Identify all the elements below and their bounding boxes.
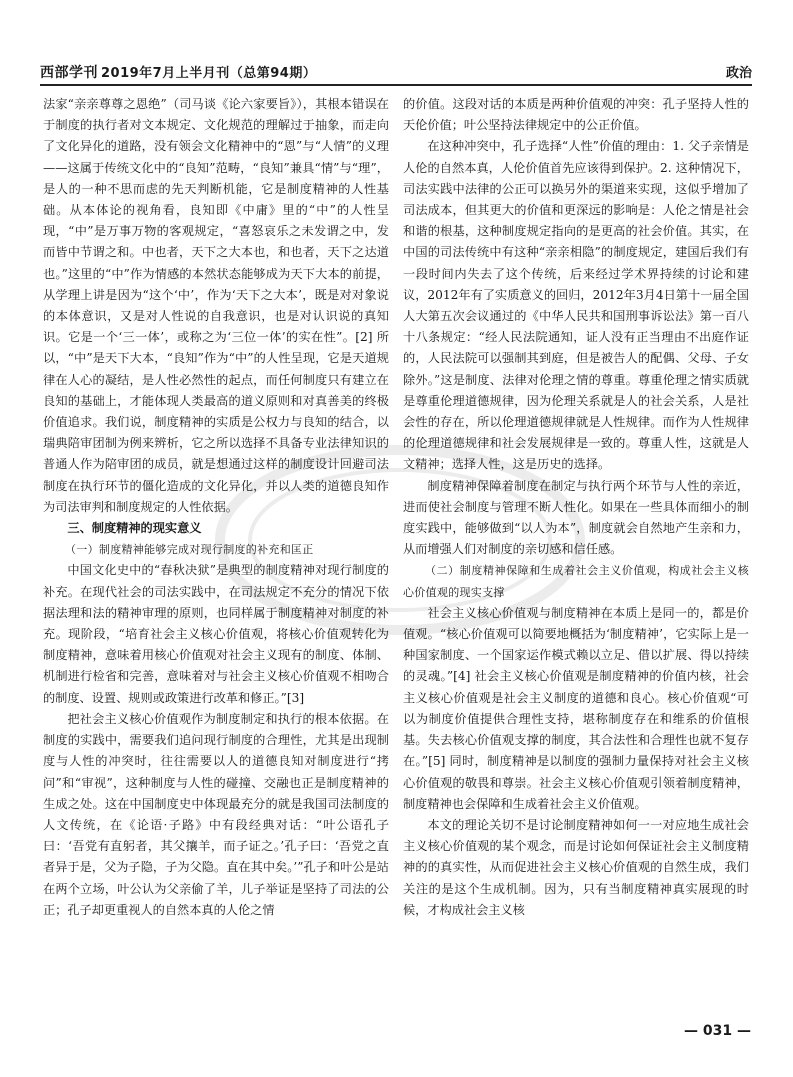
- journal-brand: 西部学刊: [40, 65, 98, 81]
- journal-title: [40, 62, 316, 82]
- body-paragraph: 本文的理论关切不是讨论制度精神如何一一对应地生成社会主义核心价值观的某个观念，而是讨论如何保证社会主义制度精神的的真实性，从而促进社会主义核心价值观的自然生成，我们关注的是这个生成机制。因为，只有当制度精神真实展现的时候，才构成社会主义核: [403, 817, 749, 917]
- section-name: 政治: [725, 66, 752, 81]
- left-column: [43, 94, 389, 921]
- body-paragraph: 把社会主义核心价值观作为制度制定和执行的根本依据。在制度的实践中，需要我们追问现行制度的合理性，尤其是出现制度与人性的冲突时，往往需要以人的道德良知对制度进行“拷问”和“审视”，这种制度与人性的碰撞、交融也正是制度精神的生成之处。这在中国制度史中体现最充分的就是我国司法制度的人文传统，在《论语·子路》中有段经典对话：“叶公语孔子曰：‘吾党有直躬者，其父攘羊，而子证之。’孔子曰：‘吾党之直者异于是，父为子隐，子为父隐。直在其中矣。’”孔子和叶公是站在两个立场，叶公认为父亲偷了羊，儿子举证是坚持了司法的公正；孔子却更重视人的自然本真的人伦之情: [43, 711, 389, 917]
- journal-issue: 2019年7月上半月刊（总第94期）: [101, 66, 317, 81]
- subsection-heading: （二）制度精神保障和生成着社会主义价值观，构成社会主义核心价值观的现实支撑: [403, 564, 749, 599]
- body-paragraph: 社会主义核心价值观与制度精神在本质上是同一的，都是价值观。“核心价值观可以简要地概括为‘制度精神’，它实际上是一种国家制度、一个国家运作模式赖以立足、借以扩展、得以持续的灵魂。”[4] 社会主义核心价值观是制度精神的价值内核，社会主义核心价值观是社会主义制度的道德和良心。核心价值观“可以为制度价值提供合理性支持，堪称制度存在和维系的价值根基。失去核心价值观支撑的制度，其合法性和合理性也就不复存在。”[5] 同时，制度精神是以制度的强制力量保持对社会主义核心价值观的敬畏和尊崇。社会主义核心价值观引领着制度精神，制度精神也会保障和生成着社会主义价值观。: [403, 605, 749, 811]
- body-paragraph: 制度精神保障着制度在制定与执行两个环节与人性的亲近，进而使社会制度与管理不断人性化。如果在一些具体而细小的制度实践中，能够做到“以人为本”，制度就会自然地产生亲和力，从而增强人们对制度的亲切感和信任感。: [403, 478, 749, 557]
- section-heading: 三、制度精神的现实意义: [67, 521, 202, 536]
- page-header: [40, 60, 752, 82]
- body-paragraph: 中国文化史中的“春秋决狱”是典型的制度精神对现行制度的补充。在现代社会的司法实践中，在司法规定不充分的情况下依据法理和法的精神审理的原则，也同样属于制度精神对制度的补充。现阶段，“培育社会主义核心价值观，将核心价值观转化为制度精神，意味着用核心价值观对社会主义现有的制度、体制、机制进行检省和完善，意味着对与社会主义核心价值观不相吻合的制度、设置、规则或政策进行改革和修正。”[3]: [43, 563, 389, 705]
- body-paragraph: 法家“亲亲尊尊之恩绝”（司马谈《论六家要旨》），其根本错误在于制度的执行者对文本规定、文化规范的理解过于抽象，而走向了文化异化的道路，没有领会文化精神中的“恩”与“人情”的义理——这属于传统文化中的“良知”范畴，“良知”兼具“情”与“理”，是人的一种不思而虑的先天判断机能，它是制度精神的人性基础。从本体论的视角看，良知即《中庸》里的“中”的人性呈现，“中”是万事万物的客观规定，“喜怒哀乐之未发谓之中，发而皆中节谓之和。中也者，天下之大本也，和也者，天下之达道也。”这里的“中”作为情感的本然状态能够成为天下大本的前提，从学理上讲是因为“这个‘中’，作为‘天下之大本’，既是对对象说的本体意识，又是对人性说的自我意识，也是对认识说的真知识。它是一个‘三一体’，或称之为‘三位一体’的实在性”。[2] 所以，“中”是天下大本，“良知”作为“中”的人性呈现，它是天道规律在人心的凝结，是人性必然性的起点，而任何制度只有建立在良知的基础上，才能体现人类最高的道义原则和对真善美的终极价值追求。我们说，制度精神的实质是公权力与良知的结合，以瑞典陪审团制为例来辨析，它之所以选择不具备专业法律知识的普通人作为陪审团的成员，就是想通过这样的制度设计回避司法制度在执行环节的僵化造成的文化异化，并以人类的道德良知作为司法审判和制度规定的人性依据。: [43, 97, 389, 514]
- body-paragraph: 的价值。这段对话的本质是两种价值观的冲突：孔子坚持人性的天伦价值；叶公坚持法律规定中的公正价值。: [403, 97, 749, 133]
- subsection-heading: （一）制度精神能够完成对现行制度的补充和匡正: [65, 543, 314, 557]
- page-number: — 031 —: [684, 1023, 751, 1039]
- right-column: [403, 94, 749, 921]
- body-paragraph: 在这种冲突中，孔子选择“人性”价值的理由：1. 父子亲情是人伦的自然本真，人伦价值首先应该得到保护。2. 这种情况下，司法实践中法律的公正可以换另外的渠道来实现，这似乎增加了司法成本，但其更大的价值和更深远的影响是：人伦之情是社会和谐的根基，这种制度规定指向的是更高的社会价值。其实，在中国的司法传统中有这种“亲亲相隐”的制度规定，建国后我们有一段时间内失去了这个传统，后来经过学术界持续的讨论和建议，2012年有了实质意义的回归，2012年3月4日第十一届全国人大第五次会议通过的《中华人民共和国刑事诉讼法》第一百八十八条规定：“经人民法院通知，证人没有正当理由不出庭作证的，人民法院可以强制其到庭，但是被告人的配偶、父母、子女除外。”这是制度、法律对伦理之情的尊重。尊重伦理之情实质就是尊重伦理道德规律，因为伦理关系就是人的社会关系，人是社会性的存在，所以伦理道德规律就是人性规律。而作为人性规律的伦理道德规律和社会发展规律是一致的。尊重人性，这就是人文精神；选择人性，这是历史的选择。: [403, 139, 749, 472]
- header-rule: [40, 84, 752, 86]
